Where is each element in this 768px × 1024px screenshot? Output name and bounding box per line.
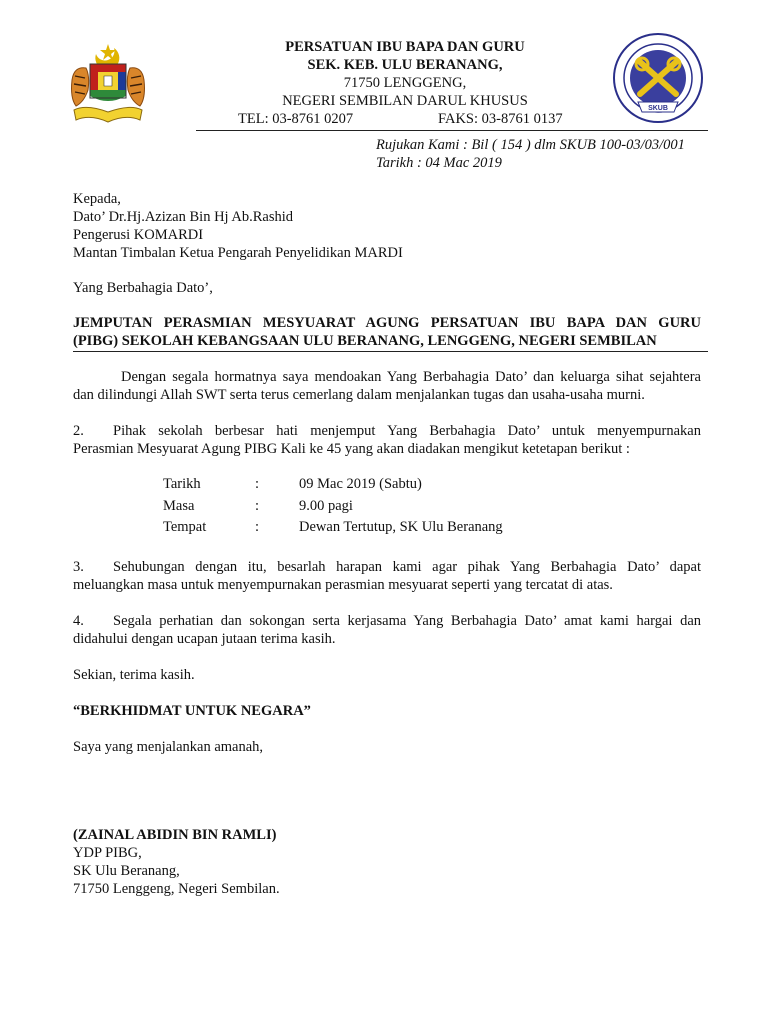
salutation: Yang Berbahagia Dato’, — [73, 280, 213, 296]
paragraph-1-line-1: Dengan segala hormatnya saya mendoakan Yang Berbahagia Dato’ dan keluarga sihat sejahtera — [121, 369, 701, 385]
telephone: TEL: 03-8761 0207 — [238, 111, 354, 127]
paragraph-2 — [73, 422, 701, 458]
recipient-title: Pengerusi KOMARDI — [73, 227, 204, 243]
paragraph-2-line-1 — [73, 422, 701, 440]
sign-off: Saya yang menjalankan amanah, — [73, 739, 264, 755]
paragraph-4-text: Segala perhatian dan sokongan serta kerjasama Yang Berbahagia Dato’ amat kami hargai dan — [113, 613, 701, 629]
paragraph-4-line-2: didahului dengan ucapan jutaan terima kasih. — [73, 631, 336, 647]
org-name: PERSATUAN IBU BAPA DAN GURU — [285, 39, 525, 55]
signer-school: SK Ulu Beranang, — [73, 863, 180, 879]
signer-name: (ZAINAL ABIDIN BIN RAMLI) — [73, 827, 277, 843]
subject-line-1: JEMPUTAN PERASMIAN MESYUARAT AGUNG PERSATUAN IBU BAPA DAN GURU — [73, 315, 701, 331]
detail-colon: : — [255, 497, 260, 514]
paragraph-2-number: 2. — [73, 423, 84, 439]
paragraph-1 — [73, 368, 701, 404]
paragraph-3-line-2: meluangkan masa untuk menyempurnakan perasmian mesyuarat seperti yang tercatat di atas. — [73, 577, 613, 593]
school-crest-icon — [612, 32, 704, 124]
recipient-to: Kepada, — [73, 191, 121, 207]
state: NEGERI SEMBILAN DARUL KHUSUS — [282, 93, 528, 109]
school-name: SEK. KEB. ULU BERANANG, — [307, 57, 503, 73]
subject-underline — [73, 351, 708, 352]
fax: FAKS: 03-8761 0137 — [438, 111, 563, 127]
paragraph-3 — [73, 558, 701, 594]
letterhead — [200, 38, 610, 110]
paragraph-3-text: Sehubungan dengan itu, besarlah harapan kami agar pihak Yang Berbahagia Dato’ dapat — [113, 559, 701, 575]
detail-value: Dewan Tertutup, SK Ulu Beranang — [299, 519, 503, 535]
subject — [73, 314, 701, 350]
header-divider — [196, 130, 708, 131]
detail-colon: : — [255, 519, 260, 535]
reference-number: Rujukan Kami : Bil ( 154 ) dlm SKUB 100-03/03/001 — [376, 137, 685, 153]
crest-label: SKUB — [648, 105, 668, 112]
detail-value: 9.00 pagi — [299, 497, 353, 514]
paragraph-1-line-2: dan dilindungi Allah SWT serta terus cemerlang dalam menjalankan tugas dan usaha-usaha murni. — [73, 387, 645, 403]
detail-colon: : — [255, 476, 260, 492]
signature-block — [73, 826, 280, 898]
paragraph-4 — [73, 612, 701, 648]
paragraph-3-line-1 — [73, 558, 701, 576]
signer-address: 71750 Lenggeng, Negeri Sembilan. — [73, 881, 280, 897]
detail-value: 09 Mac 2019 (Sabtu) — [299, 476, 422, 492]
detail-label: Tarikh — [163, 476, 201, 492]
recipient-name: Dato’ Dr.Hj.Azizan Bin Hj Ab.Rashid — [73, 209, 294, 225]
motto: “BERKHIDMAT UNTUK NEGARA” — [73, 703, 311, 719]
reference-block — [376, 136, 736, 172]
paragraph-4-number: 4. — [73, 613, 84, 629]
letter-date: Tarikh : 04 Mac 2019 — [376, 155, 502, 171]
signer-role: YDP PIBG, — [73, 845, 142, 861]
subject-line-2: (PIBG) SEKOLAH KEBANGSAAN ULU BERANANG, LENGGENG, NEGERI SEMBILAN — [73, 333, 657, 349]
malaysia-coat-of-arms-icon — [66, 40, 150, 128]
detail-label: Tempat — [163, 519, 207, 535]
detail-label: Masa — [163, 497, 195, 514]
paragraph-2-text: Pihak sekolah berbesar hati menjemput Yang Berbahagia Dato’ untuk menyempurnakan — [113, 423, 701, 439]
closing: Sekian, terima kasih. — [73, 667, 195, 683]
recipient-block — [73, 190, 713, 262]
paragraph-4-line-1 — [73, 612, 701, 630]
recipient-position: Mantan Timbalan Ketua Pengarah Penyelidikan MARDI — [73, 245, 403, 261]
postcode-town: 71750 LENGGENG, — [343, 75, 467, 91]
paragraph-3-number: 3. — [73, 559, 84, 575]
paragraph-2-line-2: Perasmian Mesyuarat Agung PIBG Kali ke 45 yang akan diadakan mengikut ketetapan berikut : — [73, 441, 630, 457]
